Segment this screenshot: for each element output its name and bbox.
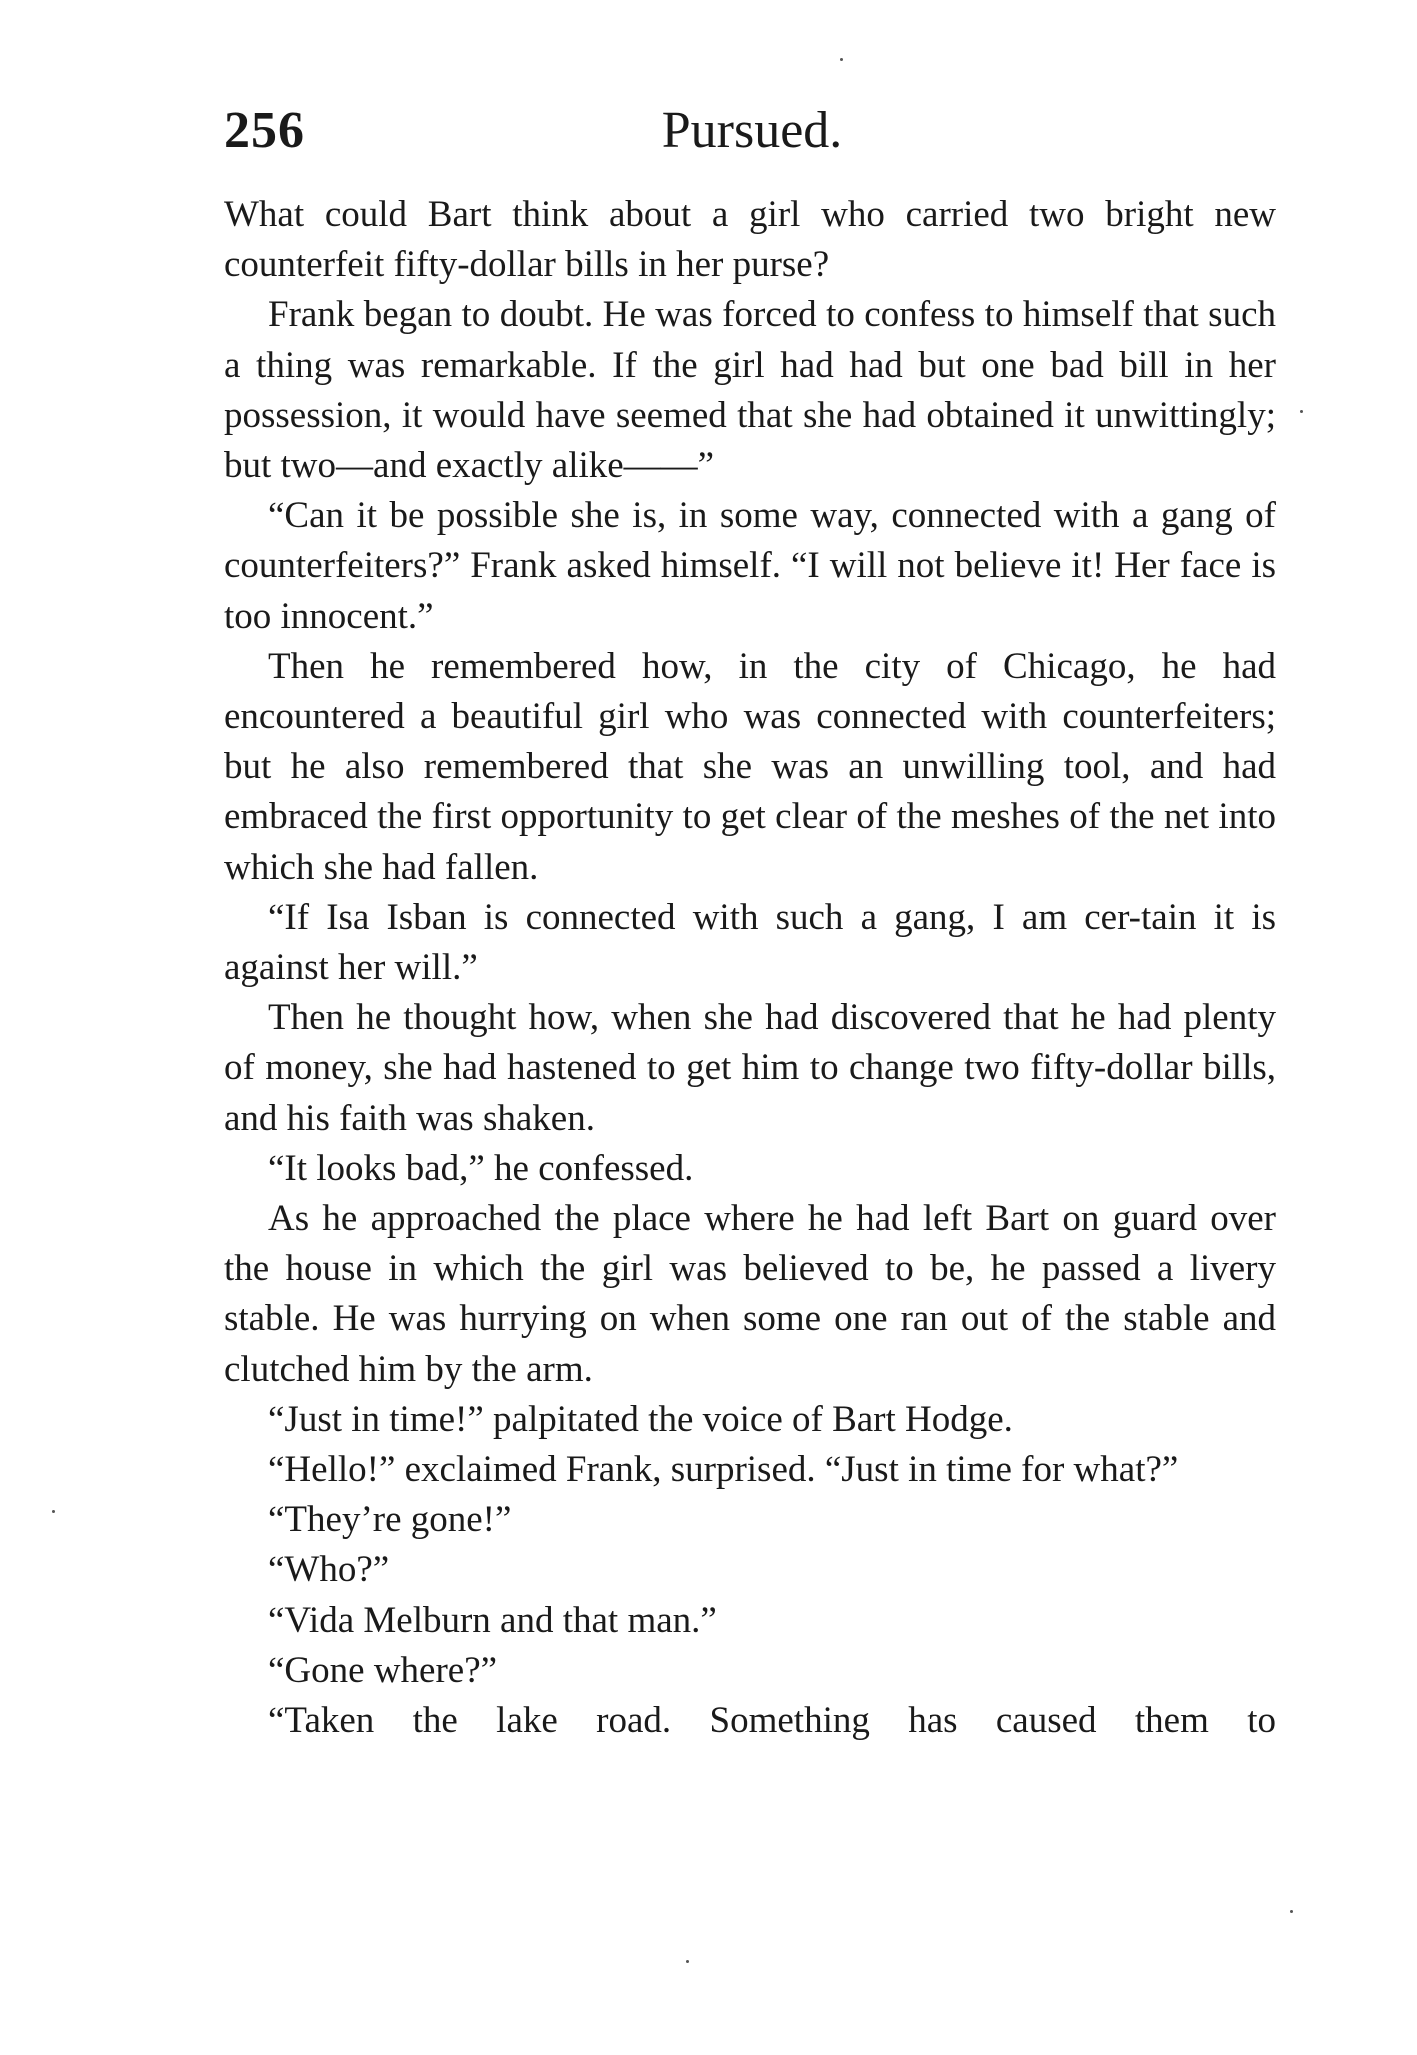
scan-speck	[1300, 410, 1303, 413]
paragraph: As he approached the place where he had left Bart on guard over the house in which the girl was believed to be, he passed a livery stable. He was hurrying on when some one ran out of the stable and clutched him by the arm.	[224, 1198, 1276, 1390]
paragraph: “Taken the lake road. Something has caused them to	[268, 1700, 1276, 1742]
paragraph: Then he remembered how, in the city of Chicago, he had encountered a beautiful girl who was connected with counterfeiters; but he also remembered that she was an unwilling tool, and had embraced the first opportunity to get clear of the meshes of the net into which she had fallen.	[224, 645, 1276, 888]
scan-speck	[686, 1960, 689, 1963]
paragraph: “Vida Melburn and that man.”	[268, 1599, 717, 1641]
paragraph: “Can it be possible she is, in some way, connected with a gang of counterfeiters?” Frank asked himself. “I will not believe it! Her face is too innocent.”	[224, 495, 1276, 637]
paragraph: “It looks bad,” he confessed.	[268, 1147, 694, 1189]
running-title: Pursued.	[661, 102, 843, 159]
scan-speck	[840, 58, 843, 61]
body-text	[224, 190, 1276, 1746]
page-number: 256	[224, 102, 305, 159]
paragraph: What could Bart think about a girl who carried two bright new counterfeit fifty-dollar bills in her purse?	[224, 194, 1276, 286]
paragraph: “If Isa Isban is connected with such a gang, I am cer-tain it is against her will.”	[224, 896, 1276, 989]
paragraph: “They’re gone!”	[268, 1499, 512, 1541]
scan-speck	[1290, 1910, 1293, 1913]
scan-speck	[52, 1510, 55, 1513]
paragraph: “Hello!” exclaimed Frank, surprised. “Just in time for what?”	[268, 1449, 1179, 1491]
paragraph: “Who?”	[268, 1549, 390, 1591]
paragraph: Then he thought how, when she had discovered that he had plenty of money, she had hastened to get him to change two fifty-dollar bills, and his faith was shaken.	[224, 997, 1276, 1139]
paragraph: “Just in time!” palpitated the voice of Bart Hodge.	[268, 1398, 1013, 1440]
paragraph: “Gone where?”	[268, 1649, 498, 1691]
paragraph: Frank began to doubt. He was forced to confess to himself that such a thing was remarkable. If the girl had had but one bad bill in her possession, it would have seemed that she had obtained it unwittingly; but two—and exactly alike——”	[224, 294, 1276, 487]
page-header	[224, 96, 1280, 166]
